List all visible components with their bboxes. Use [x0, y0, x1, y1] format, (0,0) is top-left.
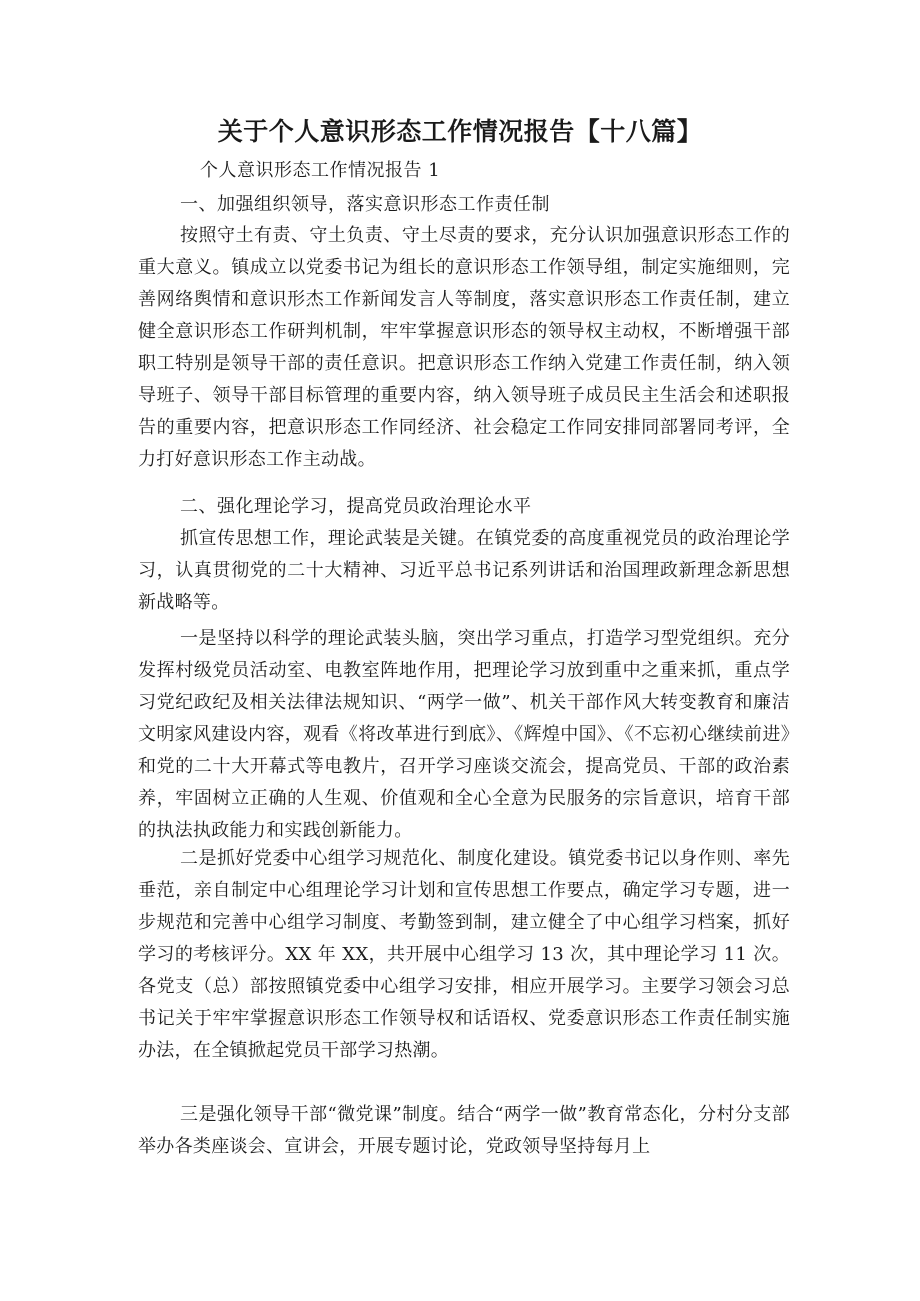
body-paragraph: 一是坚持以科学的理论武装头脑，突出学习重点，打造学习型党组织。充分发挥村级党员活动室、电教室阵地作用，把理论学习放到重中之重来抓，重点学习党纪政纪及相关法律法规知识、“两学一做”、机关干部作风大转变教育和廉洁文明家风建设内容，观看《将改革进行到底》、《辉煌中国》、《不忘初心继续前进》和党的二十大开幕式等电教片，召开学习座谈交流会，提高党员、干部的政治素养，牢固树立正确的人生观、价值观和全心全意为民服务的宗旨意识，培育干部的执法执政能力和实践创新能力。 [138, 628, 790, 841]
body-paragraph: 三是强化领导干部“微党课”制度。结合“两学一做”教育常态化，分村分支部举办各类座谈会、宣讲会，开展专题讨论，党政领导坚持每月上 [138, 1104, 790, 1157]
report-subtitle: 个人意识形态工作情况报告 1 [200, 160, 441, 181]
body-paragraph: 按照守土有责、守土负责、守土尽责的要求，充分认识加强意识形态工作的重大意义。镇成立以党委书记为组长的意识形态工作领导组，制定实施细则，完善网络舆情和意识形杰工作新闻发言人等制度，落实意识形态工作责任制，建立健全意识形态工作研判机制，牢牢掌握意识形态的领导权主动权，不断增强干部职工特别是领导干部的责任意识。把意识形态工作纳入党建工作责任制，纳入领导班子、领导干部目标管理的重要内容，纳入领导班子成员民主生活会和述职报告的重要内容，把意识形态工作同经济、社会稳定工作同安排同部署同考评，全力打好意识形态工作主动战。 [138, 225, 790, 470]
document-title: 关于个人意识形态工作情况报告【十八篇】 [217, 117, 703, 146]
body-paragraph: 抓宣传思想工作，理论武装是关键。在镇党委的高度重视党员的政治理论学习，认真贯彻党的二十大精神、习近平总书记系列讲话和治国理政新理念新思想新战略等。 [138, 528, 790, 613]
section-heading-1: 一、加强组织领导，落实意识形态工作责任制 [180, 194, 550, 215]
body-paragraph: 二是抓好党委中心组学习规范化、制度化建设。镇党委书记以身作则、率先垂范，亲自制定中心组理论学习计划和宣传思想工作要点，确定学习专题，进一步规范和完善中心组学习制度、考勤签到制，建立健全了中心组学习档案，抓好学习的考核评分。XX 年 XX，共开展中心组学习 13 次，其中理论学习 11 次。各党支（总）部按照镇党委中心组学习安排，相应开展学习。主要学习领会习总书记关于牢牢掌握意识形态工作领导权和话语权、党委意识形态工作责任制实施办法，在全镇掀起党员干部学习热潮。 [138, 848, 790, 1061]
section-heading-2: 二、强化理论学习，提高党员政治理论水平 [180, 496, 532, 517]
